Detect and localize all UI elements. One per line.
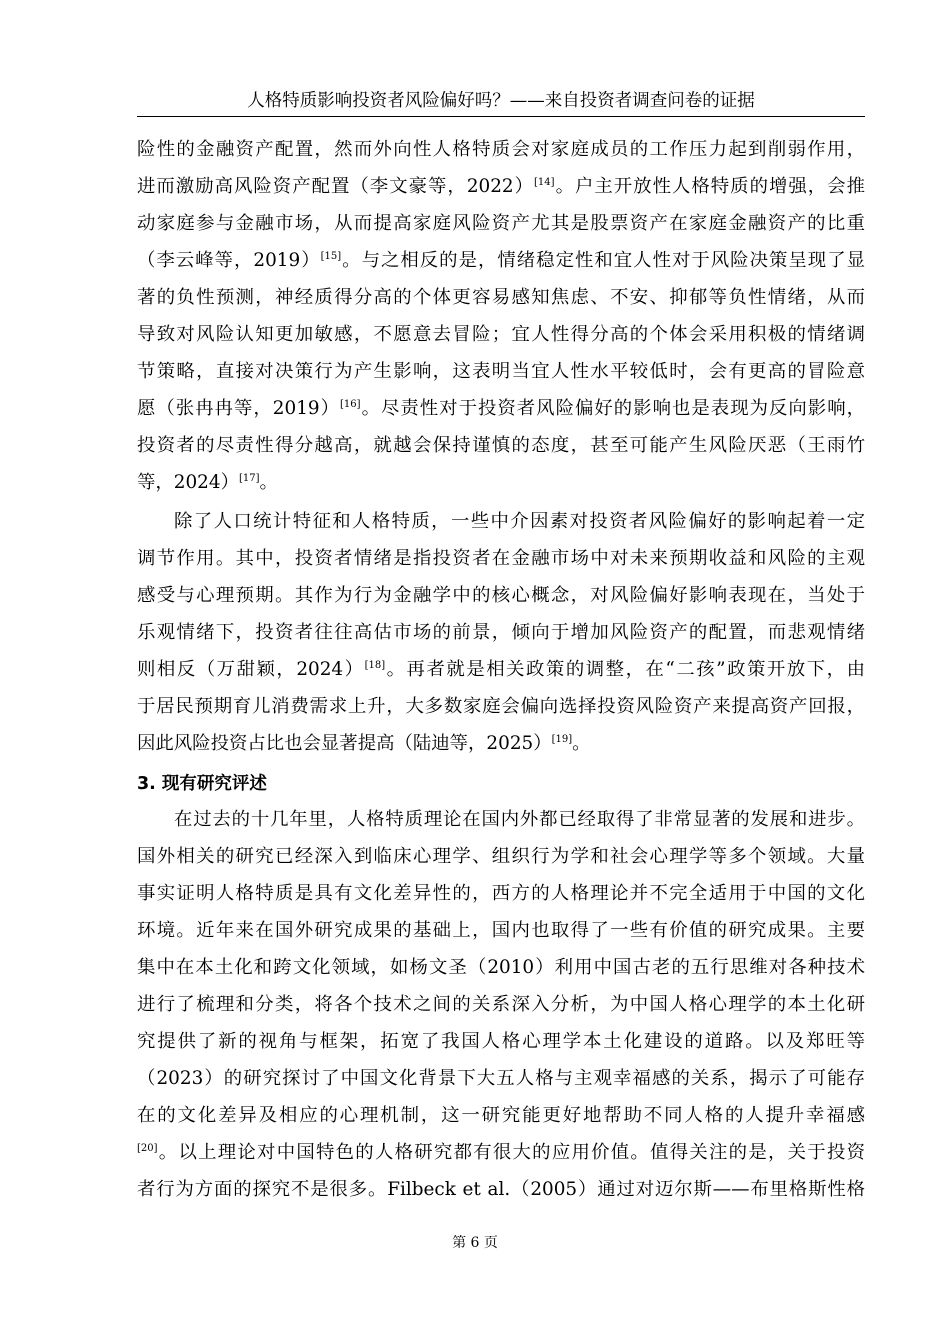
citation-ref: [18] bbox=[364, 659, 386, 671]
text-line: 调节作用。其中，投资者情绪是指投资者在金融市场中对未来预期收益和风险的主观 bbox=[137, 548, 865, 569]
text-line: （李云峰等，2019）[15]。与之相反的是，情绪稳定性和宜人性对于风险决策呈现了显 bbox=[137, 250, 865, 271]
citation-ref: [15] bbox=[320, 250, 342, 262]
running-header bbox=[137, 86, 865, 117]
text-line: 投资者的尽责性得分越高，就越会保持谨慎的态度，甚至可能产生风险厌恶（王雨竹 bbox=[137, 435, 865, 456]
text-line: 导致对风险认知更加敏感，不愿意去冒险；宜人性得分高的个体会采用积极的情绪调 bbox=[137, 324, 865, 345]
text-line: 进而激励高风险资产配置（李文豪等，2022）[14]。户主开放性人格特质的增强，会推 bbox=[137, 176, 865, 197]
text-line: 著的负性预测，神经质得分高的个体更容易感知焦虑、不安、抑郁等负性情绪，从而 bbox=[137, 287, 865, 308]
text-line: （2023）的研究探讨了中国文化背景下大五人格与主观幸福感的关系，揭示了可能存 bbox=[137, 1068, 865, 1089]
text-line: 者行为方面的探究不是很多。Filbeck et al.（2005）通过对迈尔斯——布里格斯性格 bbox=[137, 1179, 865, 1200]
text-line: 节策略，直接对决策行为产生影响，这表明当宜人性水平较低时，会有更高的冒险意 bbox=[137, 361, 865, 382]
running-header-title: 人格特质影响投资者风险偏好吗？——来自投资者调查问卷的证据 bbox=[247, 91, 755, 111]
text-line: 愿（张冉冉等，2019）[16]。尽责性对于投资者风险偏好的影响也是表现为反向影响， bbox=[137, 398, 865, 419]
text-line: 进行了梳理和分类，将各个技术之间的关系深入分析，为中国人格心理学的本土化研 bbox=[137, 994, 865, 1015]
text-line: 因此风险投资占比也会显著提高（陆迪等，2025）[19]。 bbox=[137, 733, 591, 754]
text-line: 则相反（万甜颖，2024）[18]。再者就是相关政策的调整，在“二孩”政策开放下，由 bbox=[137, 659, 865, 680]
citation-ref: [17] bbox=[238, 472, 260, 484]
text-line: 感受与心理预期。其作为行为金融学中的核心概念，对风险偏好影响表现在，当处于 bbox=[137, 585, 865, 606]
text-line: 等，2024）[17]。 bbox=[137, 472, 278, 493]
citation-ref: [20] bbox=[137, 1142, 158, 1154]
citation-ref: [16] bbox=[340, 398, 361, 410]
text-line: 动家庭参与金融市场，从而提高家庭风险资产尤其是股票资产在家庭金融资产的比重 bbox=[137, 213, 865, 234]
page-number: 第 6 页 bbox=[452, 1235, 498, 1251]
text-line: 在过去的十几年里，人格特质理论在国内外都已经取得了非常显著的发展和进步。 bbox=[174, 809, 865, 830]
text-line: 环境。近年来在国外研究成果的基础上，国内也取得了一些有价值的研究成果。主要 bbox=[137, 920, 865, 941]
text-line: 除了人口统计特征和人格特质，一些中介因素对投资者风险偏好的影响起着一定 bbox=[174, 511, 865, 532]
text-line: 乐观情绪下，投资者往往高估市场的前景，倾向于增加风险资产的配置，而悲观情绪 bbox=[137, 622, 865, 643]
text-line: 在的文化差异及相应的心理机制，这一研究能更好地帮助不同人格的人提升幸福感 bbox=[137, 1105, 865, 1126]
text-line: [20]。以上理论对中国特色的人格研究都有很大的应用价值。值得关注的是，关于投资 bbox=[137, 1142, 865, 1163]
text-line: 于居民预期育儿消费需求上升，大多数家庭会偏向选择投资风险资产来提高资产回报， bbox=[137, 696, 865, 717]
text-line: 险性的金融资产配置，然而外向性人格特质会对家庭成员的工作压力起到削弱作用， bbox=[137, 139, 865, 160]
page-footer bbox=[0, 1233, 950, 1253]
text-line: 集中在本土化和跨文化领域，如杨文圣（2010）利用中国古老的五行思维对各种技术 bbox=[137, 957, 865, 978]
section-heading: 3. 现有研究评述 bbox=[137, 774, 267, 794]
text-line: 事实证明人格特质是具有文化差异性的，西方的人格理论并不完全适用于中国的文化 bbox=[137, 883, 865, 904]
text-line: 究提供了新的视角与框架，拓宽了我国人格心理学本土化建设的道路。以及郑旺等 bbox=[137, 1031, 865, 1052]
citation-ref: [14] bbox=[534, 176, 555, 188]
text-line: 国外相关的研究已经深入到临床心理学、组织行为学和社会心理学等多个领域。大量 bbox=[137, 846, 865, 867]
citation-ref: [19] bbox=[551, 733, 573, 745]
